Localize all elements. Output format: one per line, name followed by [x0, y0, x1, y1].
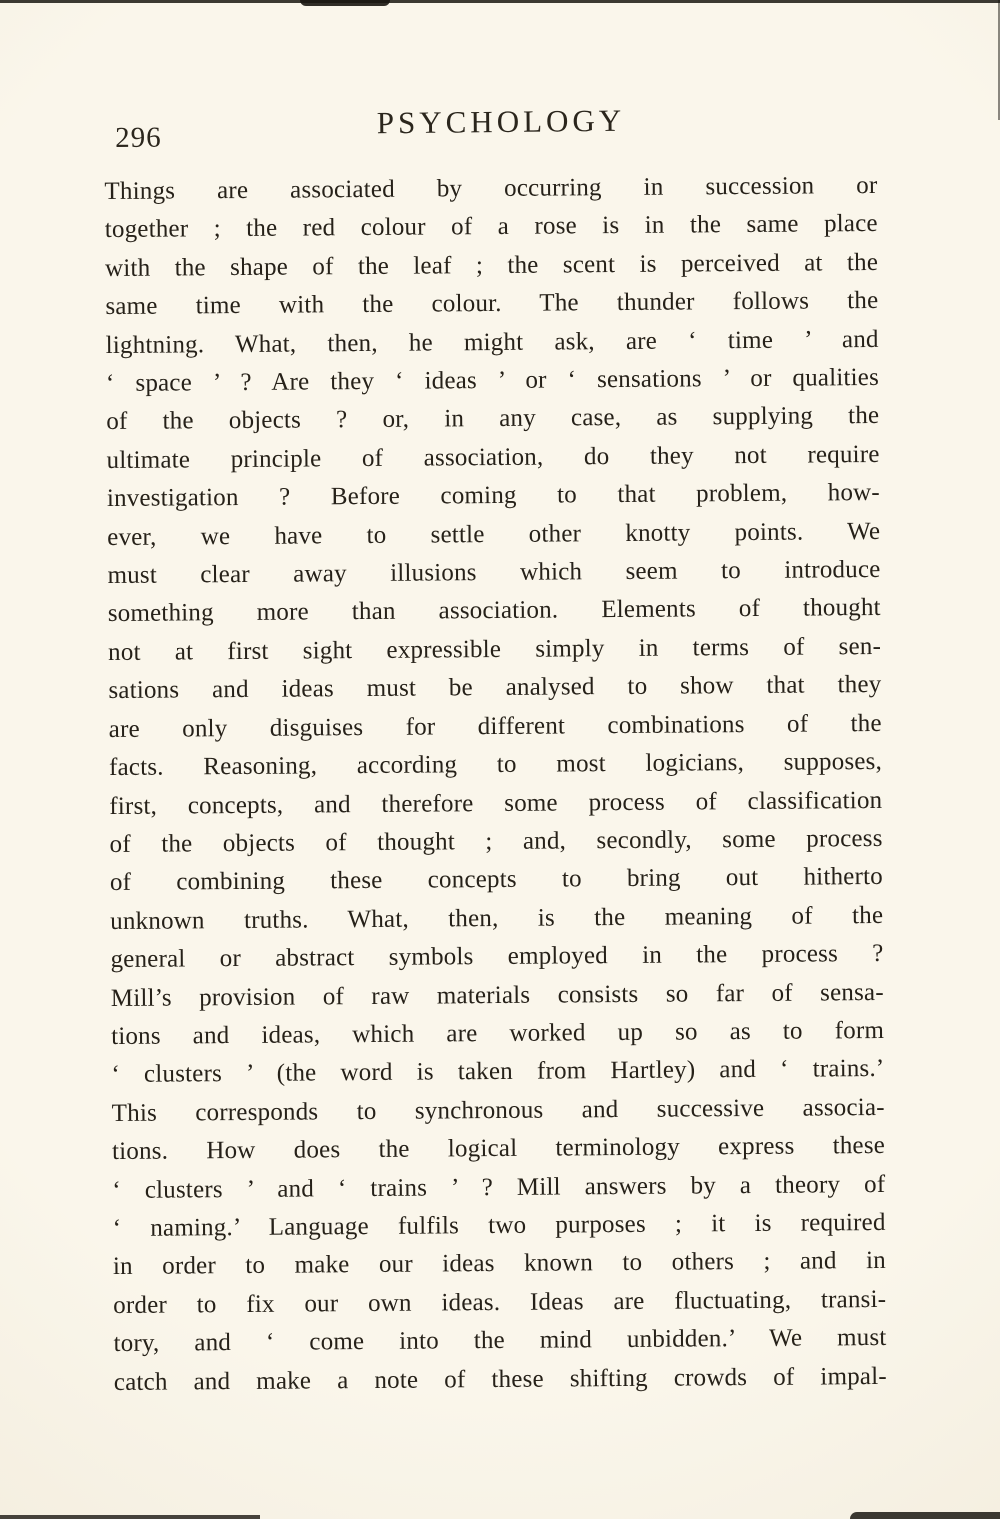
page-title: PSYCHOLOGY	[376, 102, 626, 141]
text-line: sations and ideas must be analysed to show that they	[108, 671, 882, 705]
text-line: general or abstract symbols employed in the process ?	[110, 940, 884, 974]
text-line: unknown truths. What, then, is the meaning of the	[110, 901, 884, 935]
text-line: tions and ideas, which are worked up so as to form	[111, 1016, 885, 1050]
scan-artifact	[0, 0, 1000, 3]
scan-artifact	[850, 1512, 1000, 1519]
text-line: first, concepts, and therefore some process of classification	[109, 786, 883, 820]
text-line: Things are associated by occurring in succession or	[104, 171, 878, 206]
text-line: something more than association. Elements of thought	[107, 594, 881, 628]
text-line: order to fix our own ideas. Ideas are fluctuating, transi-	[113, 1285, 887, 1319]
text-line: with the shape of the leaf ; the scent is perceived at the	[104, 248, 879, 282]
text-line: together ; the red colour of a rose is in the same place	[104, 210, 878, 244]
text-line: tory, and ‘ come into the mind unbidden.’ We must	[113, 1324, 887, 1358]
text-line: in order to make our ideas known to others ; and in	[112, 1247, 887, 1281]
text-line: Mill’s provision of raw materials consists so far of sensa-	[110, 978, 884, 1012]
text-line: facts. Reasoning, according to most logicians, supposes,	[108, 748, 883, 782]
text-line: must clear away illusions which seem to introduce	[107, 556, 881, 590]
text-line: of the objects ? or, in any case, as supplying the	[106, 402, 880, 436]
text-line: ever, we have to settle other knotty points. We	[107, 517, 881, 551]
text-line: are only disguises for different combinations of the	[108, 709, 882, 743]
scan-artifact	[0, 1515, 260, 1519]
text-line: investigation ? Before coming to that problem, how-	[106, 479, 880, 513]
text-line: not at first sight expressible simply in terms of sen-	[108, 632, 882, 666]
text-line: of combining these concepts to bring out hitherto	[109, 863, 884, 897]
text-line: ‘ naming.’ Language fulfils two purposes ; it is required	[112, 1208, 886, 1242]
text-line: lightning. What, then, he might ask, are ‘ time ’ and	[105, 325, 879, 359]
text-line: same time with the colour. The thunder follows the	[105, 287, 879, 321]
body-text-block	[104, 167, 887, 1402]
text-line: catch and make a note of these shifting crowds of impal-	[113, 1362, 887, 1396]
text-line: ‘ clusters ’ (the word is taken from Hartley) and ‘ trains.’	[111, 1055, 885, 1089]
text-line: tions. How does the logical terminology express these	[111, 1132, 886, 1166]
page-header-row	[114, 100, 887, 155]
text-line: of the objects of thought ; and, secondly, some process	[109, 824, 883, 858]
text-line: ultimate principle of association, do they not require	[106, 440, 880, 474]
text-line: ‘ space ’ ? Are they ‘ ideas ’ or ‘ sensations ’ or qualities	[105, 363, 880, 398]
scan-artifact	[300, 0, 390, 6]
text-line: This corresponds to synchronous and successive associa-	[111, 1093, 885, 1127]
page-number: 296	[114, 121, 162, 155]
text-line: ‘ clusters ’ and ‘ trains ’ ? Mill answers by a theory of	[112, 1170, 886, 1204]
